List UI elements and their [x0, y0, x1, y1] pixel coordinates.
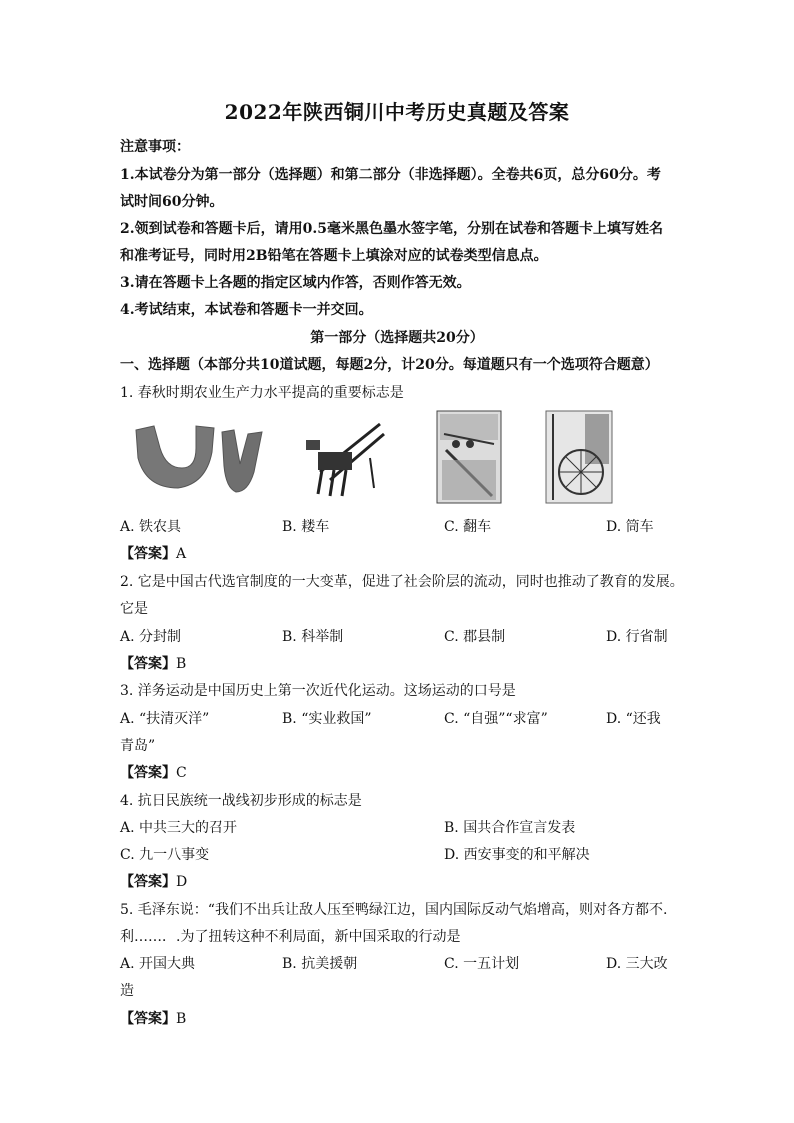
q4-answer: [120, 873, 187, 891]
q5-answer: [120, 1010, 186, 1028]
answer-label: 【答案】: [120, 656, 176, 672]
water-wheel-image: [545, 410, 613, 504]
q2-option-d: D. 行省制: [606, 629, 668, 645]
q3-option-a: A. “扶清灭洋”: [120, 711, 210, 727]
q1-option-d: D. 筒车: [606, 519, 654, 535]
answer-label: 【答案】: [120, 765, 176, 781]
answer-value: B: [176, 656, 187, 672]
notice-line-2: 试时间60分钟。: [120, 194, 224, 210]
page-title: 2022年陕西铜川中考历史真题及答案: [224, 100, 570, 124]
q1-answer: [120, 545, 186, 563]
q1-option-a: A. 铁农具: [120, 519, 182, 535]
answer-value: B: [176, 1011, 187, 1027]
q1-option-c: C. 翻车: [444, 519, 492, 535]
notice-line-4: 和准考证号，同时用2B铅笔在答题卡上填涂对应的试卷类型信息点。: [120, 248, 548, 264]
question-3-stem: 3. 洋务运动是中国历史上第一次近代化运动。这场运动的口号是: [120, 683, 516, 699]
question-2-stem-line-1: 2. 它是中国古代选官制度的一大变革，促进了社会阶层的流动，同时也推动了教育的发展。: [120, 574, 684, 590]
q1-option-b: B. 耧车: [282, 519, 330, 535]
question-5-stem-line-1: 5. 毛泽东说：“我们不出兵让敌人压至鸭绿江边，国内国际反动气焰增高，则对各方都不.: [120, 902, 668, 918]
answer-label: 【答案】: [120, 546, 176, 562]
answer-label: 【答案】: [120, 874, 176, 890]
q3-answer: [120, 764, 187, 782]
notice-line-1: 1.本试卷分为第一部分（选择题）和第二部分（非选择题）。全卷共6页，总分60分。考: [120, 167, 661, 183]
question-1-stem: 1. 春秋时期农业生产力水平提高的重要标志是: [120, 385, 404, 401]
q4-option-b: B. 国共合作宣言发表: [444, 820, 576, 836]
q5-option-d-continued: 造: [120, 983, 134, 999]
part-one-heading: 第一部分（选择题共20分）: [310, 330, 484, 346]
q4-option-a: A. 中共三大的召开: [120, 820, 238, 836]
q3-option-d-continued: 青岛”: [120, 738, 156, 754]
notice-line-3: 2.领到试卷和答题卡后，请用0.5毫米黑色墨水签字笔，分别在试卷和答题卡上填写姓名: [120, 221, 663, 237]
q4-option-c: C. 九一八事变: [120, 847, 210, 863]
answer-value: C: [176, 765, 187, 781]
q2-answer: [120, 655, 186, 673]
q3-option-b: B. “实业救国”: [282, 711, 372, 727]
question-4-stem: 4. 抗日民族统一战线初步形成的标志是: [120, 793, 362, 809]
q5-option-b: B. 抗美援朝: [282, 956, 358, 972]
answer-label: 【答案】: [120, 1011, 176, 1027]
q5-option-d: D. 三大改: [606, 956, 668, 972]
q3-option-c: C. “自强”“求富”: [444, 711, 548, 727]
q5-option-c: C. 一五计划: [444, 956, 520, 972]
answer-value: D: [176, 874, 188, 890]
question-2-stem-line-2: 它是: [120, 601, 148, 617]
answer-value: A: [176, 546, 187, 562]
q4-option-d: D. 西安事变的和平解决: [444, 847, 590, 863]
section-heading: 一、选择题（本部分共10道试题，每题2分，计20分。每道题只有一个选项符合题意）: [120, 357, 659, 373]
q2-option-a: A. 分封制: [120, 629, 182, 645]
q2-option-b: B. 科举制: [282, 629, 344, 645]
q3-option-d: D. “还我: [606, 711, 661, 727]
notice-heading: 注意事项：: [120, 139, 190, 155]
q5-option-a: A. 开国大典: [120, 956, 196, 972]
notice-line-6: 4.考试结束，本试卷和答题卡一并交回。: [120, 302, 373, 318]
seed-drill-image: [300, 412, 386, 502]
q2-option-c: C. 郡县制: [444, 629, 506, 645]
question-5-stem-line-2: 利……．.为了扭转这种不利局面，新中国采取的行动是: [120, 929, 461, 945]
notice-line-5: 3.请在答题卡上各题的指定区域内作答，否则作答无效。: [120, 275, 471, 291]
iron-farm-tools-image: [130, 418, 270, 498]
chain-pump-image: [436, 410, 502, 504]
